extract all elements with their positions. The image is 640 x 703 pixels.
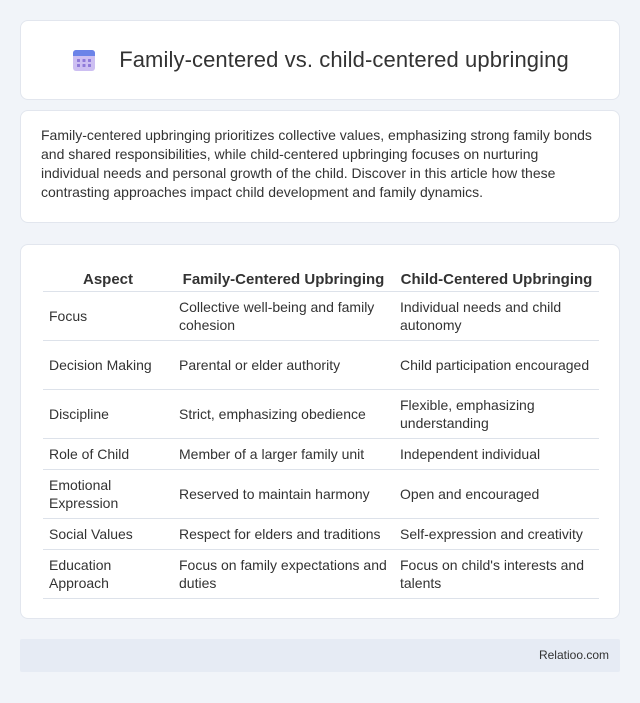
table-header-row — [43, 265, 599, 291]
title-card — [20, 20, 620, 100]
cell-child: Flexible, emphasizing understanding — [394, 389, 599, 438]
comparison-table — [43, 265, 599, 599]
cell-aspect: Focus — [43, 291, 173, 340]
cell-family: Member of a larger family unit — [173, 438, 394, 469]
header-aspect: Aspect — [82, 270, 134, 288]
cell-family: Collective well-being and family cohesion — [173, 291, 394, 340]
table-row — [43, 340, 599, 389]
cell-aspect: Education Approach — [43, 549, 173, 598]
header-family-centered: Family-Centered Upbringing — [182, 270, 385, 288]
table-row — [43, 291, 599, 340]
cell-aspect: Discipline — [43, 389, 173, 438]
cell-aspect: Social Values — [43, 518, 173, 549]
cell-child: Individual needs and child autonomy — [394, 291, 599, 340]
cell-child: Self-expression and creativity — [394, 518, 599, 549]
page-title: Family-centered vs. child-centered upbringing — [119, 47, 569, 72]
cell-aspect: Decision Making — [43, 340, 173, 389]
cell-aspect: Role of Child — [43, 438, 173, 469]
intro-paragraph: Family-centered upbringing prioritizes collective values, emphasizing strong family bonds and shared responsibilities, while child-centered upbringing focuses on nurturing individual needs and personal growth of the child. Discover in this article how these contrasting approaches impact child development and family dynamics. — [41, 127, 592, 200]
footer-site-link[interactable]: Relatioo.com — [538, 648, 609, 662]
header-child-centered: Child-Centered Upbringing — [400, 270, 593, 288]
cell-child: Independent individual — [394, 438, 599, 469]
calendar-icon — [71, 47, 97, 73]
table-row — [43, 549, 599, 598]
table-row — [43, 389, 599, 438]
cell-family: Respect for elders and traditions — [173, 518, 394, 549]
intro-card — [20, 110, 620, 223]
table-row — [43, 518, 599, 549]
cell-aspect: Emotional Expression — [43, 469, 173, 518]
cell-child: Open and encouraged — [394, 469, 599, 518]
footer-bar — [20, 639, 620, 672]
cell-child: Child participation encouraged — [394, 340, 599, 389]
cell-child: Focus on child's interests and talents — [394, 549, 599, 598]
comparison-card — [20, 244, 620, 619]
table-row — [43, 438, 599, 469]
cell-family: Reserved to maintain harmony — [173, 469, 394, 518]
cell-family: Focus on family expectations and duties — [173, 549, 394, 598]
cell-family: Strict, emphasizing obedience — [173, 389, 394, 438]
cell-family: Parental or elder authority — [173, 340, 394, 389]
table-row — [43, 469, 599, 518]
